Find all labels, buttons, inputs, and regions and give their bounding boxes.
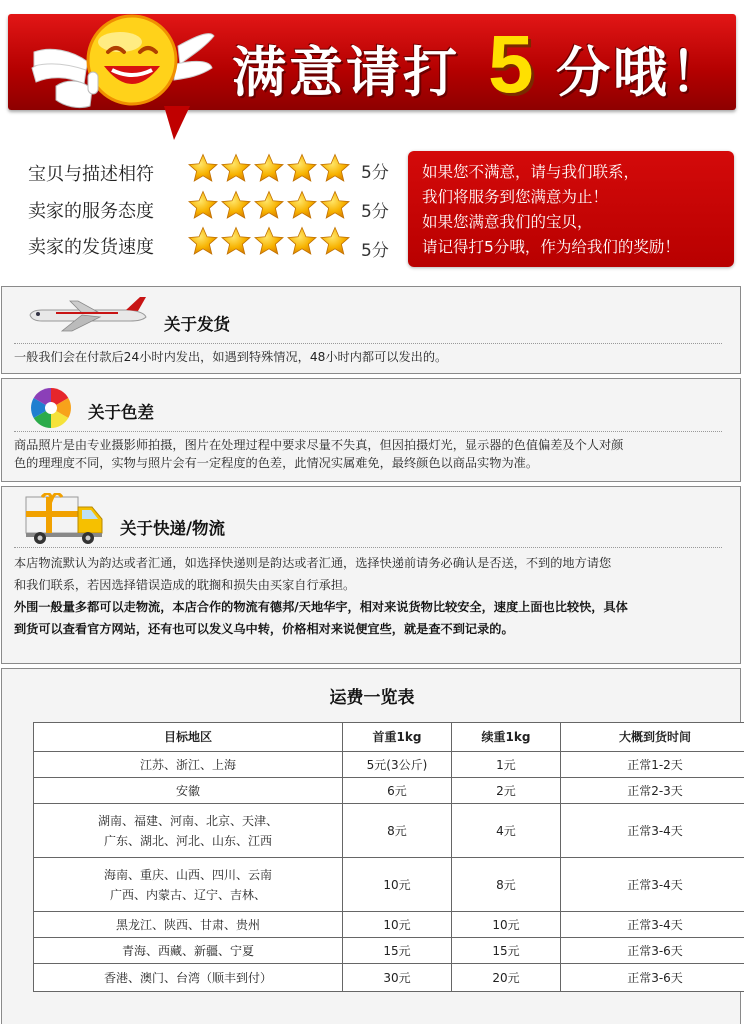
region-line: 湖南、福建、河南、北京、天津、: [97, 813, 278, 828]
star-icon: [188, 153, 218, 183]
shipping-title: 关于发货: [164, 315, 230, 334]
cell-first-weight: 10元: [343, 912, 452, 938]
star-icon: [320, 190, 350, 220]
table-row: [34, 964, 744, 992]
contact-line: 如果您满意我们的宝贝，: [422, 213, 593, 231]
cell-extra-weight: 1元: [452, 752, 561, 778]
express-title: 关于快递/物流: [120, 519, 226, 538]
cell-first-weight: 6元: [343, 778, 452, 804]
star-icon: [287, 190, 317, 220]
cell-first-weight: 30元: [343, 964, 452, 992]
airplane-icon: [26, 295, 150, 335]
table-row: [34, 752, 744, 778]
header-extra-weight: 续重1kg: [452, 723, 561, 752]
cell-extra-weight: 8元: [452, 858, 561, 912]
cell-region: [34, 804, 343, 858]
cell-delivery-time: 正常3-6天: [561, 964, 744, 992]
banner-pointer: [164, 106, 190, 140]
cell-extra-weight: 4元: [452, 804, 561, 858]
cell-first-weight: 10元: [343, 858, 452, 912]
color-diff-text: 色的理理度不同，实物与照片会有一定程度的色差，此情况实属难免，最终颜色以商品实物为准。: [14, 456, 539, 470]
cell-delivery-time: 正常1-2天: [561, 752, 744, 778]
cell-delivery-time: 正常2-3天: [561, 778, 744, 804]
cell-first-weight: 5元(3公斤): [343, 752, 452, 778]
shipping-panel: [1, 286, 741, 374]
cell-delivery-time: 正常3-4天: [561, 804, 744, 858]
banner-title: 满意请打: [232, 41, 460, 104]
table-row: [34, 938, 744, 964]
region-line: 安徽: [175, 783, 200, 798]
rating-stars-service: [188, 190, 350, 220]
region-line: 广东、湖北、河北、山东、江西: [103, 833, 272, 848]
cell-region: [34, 778, 343, 804]
header-region: 目标地区: [34, 723, 343, 752]
cell-region: [34, 752, 343, 778]
fee-table: [33, 722, 744, 992]
star-icon: [287, 226, 317, 256]
cell-region: [34, 912, 343, 938]
star-icon: [221, 190, 251, 220]
cell-first-weight: 8元: [343, 804, 452, 858]
rating-stars-shipping: [188, 226, 350, 256]
star-icon: [320, 153, 350, 183]
star-icon: [254, 226, 284, 256]
region-line: 广西、内蒙古、辽宁、吉林、: [109, 887, 266, 902]
star-icon: [254, 190, 284, 220]
express-text-bold: 到货可以查看官方网站，还有也可以发义乌中转，价格相对来说便宜些，就是查不到记录的。: [14, 622, 514, 636]
fee-table-header-row: [34, 723, 744, 752]
rating-score-shipping: 5分: [361, 241, 389, 261]
star-icon: [188, 226, 218, 256]
shipping-text: 一般我们会在付款后24小时内发出，如遇到特殊情况，48小时内都可以发出的。: [14, 350, 448, 364]
rating-label-description: 宝贝与描述相符: [28, 164, 154, 185]
star-icon: [287, 153, 317, 183]
cell-first-weight: 15元: [343, 938, 452, 964]
region-line: 青海、西藏、新疆、宁夏: [121, 943, 254, 958]
delivery-truck-icon: [24, 493, 106, 545]
rating-stars-description: [188, 153, 350, 183]
star-icon: [221, 153, 251, 183]
express-divider: [14, 547, 722, 548]
banner-suffix: 分哦！: [556, 41, 727, 104]
star-icon: [254, 153, 284, 183]
rating-score-service: 5分: [361, 202, 389, 222]
express-text-bold: 外围一般量多都可以走物流，本店合作的物流有德邦/天地华宇，相对来说货物比较安全，速度上面也比较快，具体: [14, 600, 628, 614]
rating-label-service: 卖家的服务态度: [28, 201, 154, 222]
color-wheel-icon: [28, 385, 74, 431]
contact-line: 我们将服务到您满意为止！: [422, 188, 609, 206]
cell-region: [34, 858, 343, 912]
cell-delivery-time: 正常3-6天: [561, 938, 744, 964]
fee-table-title: 运费一览表: [329, 688, 415, 708]
table-row: [34, 778, 744, 804]
rating-score-description: 5分: [361, 163, 389, 183]
table-row: [34, 858, 744, 912]
contact-line: 如果您不满意，请与我们联系，: [422, 163, 640, 181]
rating-label-shipping: 卖家的发货速度: [28, 237, 154, 258]
star-icon: [188, 190, 218, 220]
color-diff-text: 商品照片是由专业摄影师拍摄，图片在处理过程中要求尽量不失真，但因拍摄灯光，显示器的色值偏差及个人对颜: [14, 438, 624, 452]
table-row: [34, 912, 744, 938]
region-line: 香港、澳门、台湾（顺丰到付）: [103, 970, 272, 985]
shipping-divider: [14, 343, 722, 344]
express-text: 本店物流默认为韵达或者汇通，如选择快递则是韵达或者汇通，选择快递前请务必确认是否送，不到的地方请您: [14, 556, 612, 570]
cell-region: [34, 938, 343, 964]
color-diff-title: 关于色差: [88, 403, 154, 422]
region-line: 江苏、浙江、上海: [139, 757, 236, 772]
cell-extra-weight: 15元: [452, 938, 561, 964]
express-text: 和我们联系，若因选择错误造成的耽搁和损失由买家自行承担。: [14, 578, 356, 592]
banner-five: 5: [488, 19, 534, 110]
smiley-thumbs-up-icon: [28, 6, 218, 118]
region-line: 黑龙江、陕西、甘肃、贵州: [115, 917, 260, 932]
cell-delivery-time: 正常3-4天: [561, 912, 744, 938]
header-delivery-time: 大概到货时间: [561, 723, 744, 752]
color-diff-panel: [1, 378, 741, 482]
cell-extra-weight: 10元: [452, 912, 561, 938]
star-icon: [320, 226, 350, 256]
star-icon: [221, 226, 251, 256]
cell-delivery-time: 正常3-4天: [561, 858, 744, 912]
table-row: [34, 804, 744, 858]
fee-table-body: [34, 752, 744, 992]
contact-line: 请记得打5分哦，作为给我们的奖励！: [422, 238, 680, 256]
cell-region: [34, 964, 343, 992]
color-diff-divider: [14, 431, 722, 432]
contact-box: [408, 151, 734, 267]
cell-extra-weight: 2元: [452, 778, 561, 804]
cell-extra-weight: 20元: [452, 964, 561, 992]
express-panel: [1, 486, 741, 664]
header-first-weight: 首重1kg: [343, 723, 452, 752]
region-line: 海南、重庆、山西、四川、云南: [103, 867, 272, 882]
